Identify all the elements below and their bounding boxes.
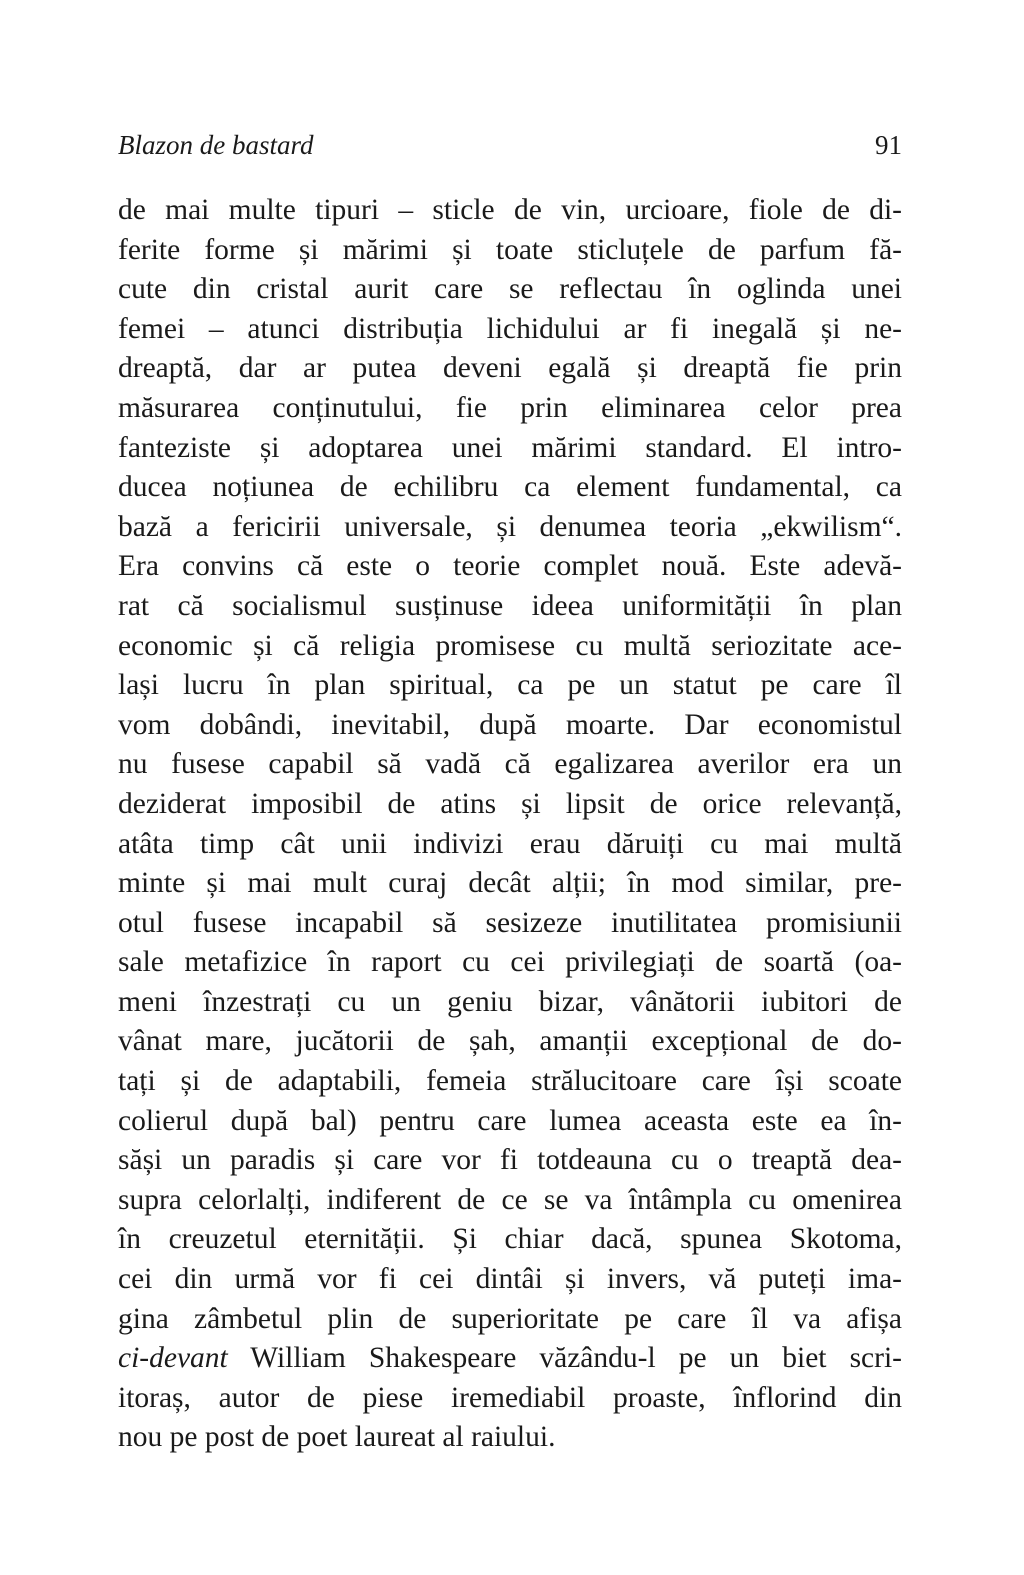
text-line: deziderat imposibil de atins și lipsit de orice relevanță, [118, 787, 902, 820]
text-line-last: nou pe post de poet laureat al raiului. [118, 1421, 556, 1454]
text-line: femei – atunci distribuția lichidului ar fi inegală și ne- [118, 312, 902, 345]
text-line: tați și de adaptabili, femeia strălucitoare care își scoate [118, 1065, 902, 1098]
book-title: Blazon de bastard [118, 130, 314, 160]
text-line: dreaptă, dar ar putea deveni egală și dreaptă fie prin [118, 352, 902, 385]
text-line: Era convins că este o teorie complet nouă. Este adevă- [118, 550, 902, 583]
text-line: în creuzetul eternității. Și chiar dacă, spunea Skotoma, [118, 1223, 902, 1256]
text-line: de mai multe tipuri – sticle de vin, urcioare, fiole de di- [118, 194, 902, 226]
text-line: atâta timp cât unii indivizi erau dăruiți cu mai multă [118, 827, 902, 860]
text-line: bază a fericirii universale, și denumea teoria „ekwilism“. [118, 510, 902, 543]
text-line: cei din urmă vor fi cei dintâi și invers, vă puteți ima- [118, 1263, 902, 1296]
text-line: meni înzestrați cu un geniu bizar, vânătorii iubitori de [118, 985, 902, 1018]
text-line: itoraș, autor de piese iremediabil proaste, înflorind din [118, 1381, 902, 1414]
italic-phrase: ci-devant [118, 1342, 228, 1375]
text-run: William Shakespeare văzându-l pe un biet scri- [227, 1342, 902, 1375]
text-line: supra celorlalți, indiferent de ce se va întâmpla cu omenirea [118, 1183, 902, 1216]
text-line [118, 1339, 902, 1379]
text-line: rat că socialismul susținuse ideea uniformității în plan [118, 589, 902, 622]
text-line: economic și că religia promisese cu multă seriozitate ace- [118, 629, 902, 662]
text-line: nu fusese capabil să vadă că egalizarea averilor era un [118, 748, 902, 781]
text-line: fanteziste și adoptarea unei mărimi standard. El intro- [118, 431, 902, 464]
text-line: sale metafizice în raport cu cei privilegiați de soartă (oa- [118, 946, 902, 979]
text-line: lași lucru în plan spiritual, ca pe un statut pe care îl [118, 669, 902, 702]
text-line: ducea noțiunea de echilibru ca element fundamental, ca [118, 471, 902, 504]
text-line: minte și mai mult curaj decât alții; în mod similar, pre- [118, 867, 902, 900]
text-line: cute din cristal aurit care se reflectau în oglinda unei [118, 273, 902, 306]
text-line: săși un paradis și care vor fi totdeauna cu o treaptă dea- [118, 1144, 902, 1177]
text-line: vânat mare, jucătorii de șah, amanții excepțional de do- [118, 1025, 902, 1058]
text-line: ferite forme și mărimi și toate sticluțele de parfum fă- [118, 233, 902, 266]
text-line: colierul după bal) pentru care lumea aceasta este ea în- [118, 1104, 902, 1137]
text-line: vom dobândi, inevitabil, după moarte. Dar economistul [118, 708, 902, 741]
running-head [118, 130, 902, 166]
text-line: otul fusese incapabil să sesizeze inutilitatea promisiunii [118, 906, 902, 939]
text-line: măsurarea conținutului, fie prin eliminarea celor prea [118, 391, 902, 424]
text-line: gina zâmbetul plin de superioritate pe care îl va afișa [118, 1302, 902, 1335]
page-number: 91 [875, 130, 902, 160]
body-text [118, 191, 902, 1458]
